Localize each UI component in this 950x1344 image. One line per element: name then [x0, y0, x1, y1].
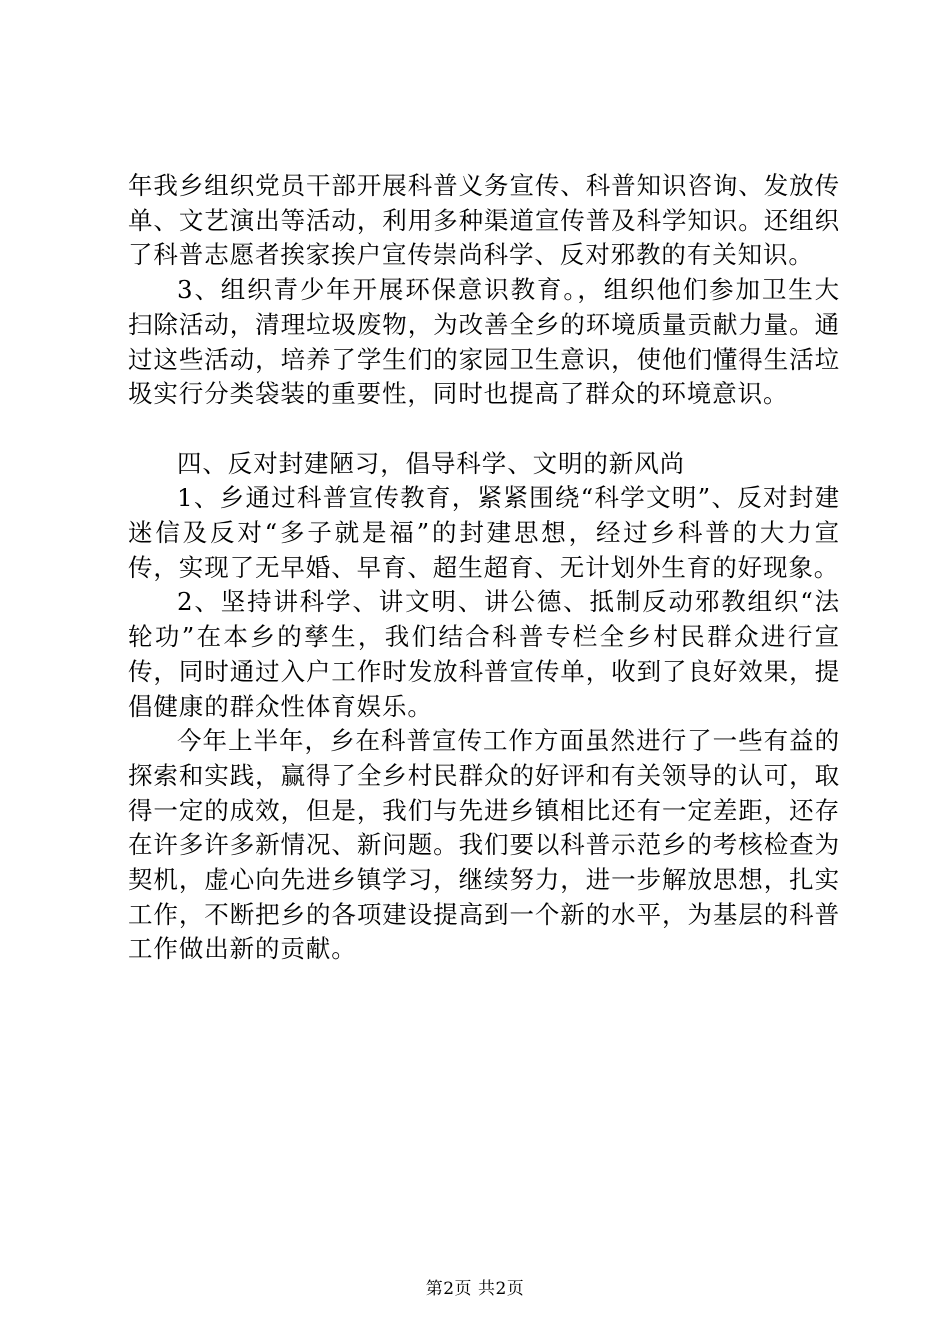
paragraph-item-2: 2、坚持讲科学、讲文明、讲公德、抵制反动邪教组织“法轮功”在本乡的孳生，我们结合科普专栏全乡村民群众进行宣传，同时通过入户工作时发放科普宣传单，收到了良好效果，提倡健康的群众性体育娱乐。	[128, 587, 840, 721]
page-footer: 第2页 共2页	[425, 1279, 525, 1299]
paragraph-gap	[128, 412, 840, 447]
paragraph-item-3: 3、组织青少年开展环保意识教育。，组织他们参加卫生大扫除活动，清理垃圾废物，为改善全乡的环境质量贡献力量。通过这些活动，培养了学生们的家园卫生意识，使他们懂得生活垃圾实行分类袋装的重要性，同时也提高了群众的环境意识。	[128, 275, 840, 409]
section-heading-4: 四、反对封建陋习，倡导科学、文明的新风尚	[177, 448, 685, 478]
paragraph-conclusion: 今年上半年，乡在科普宣传工作方面虽然进行了一些有益的探索和实践，赢得了全乡村民群众的好评和有关领导的认可，取得一定的成效，但是，我们与先进乡镇相比还有一定差距，还存在许多许多新情况、新问题。我们要以科普示范乡的考核检查为契机，虚心向先进乡镇学习，继续努力，进一步解放思想，扎实工作，不断把乡的各项建设提高到一个新的水平，为基层的科普工作做出新的贡献。	[128, 726, 840, 964]
document-body	[128, 169, 840, 967]
paragraph-item-1: 1、乡通过科普宣传教育，紧紧围绕“科学文明”、反对封建迷信及反对“多子就是福”的封建思想，经过乡科普的大力宣传，实现了无早婚、早育、超生超育、无计划外生育的好现象。	[128, 483, 840, 582]
paragraph-continuation: 年我乡组织党员干部开展科普义务宣传、科普知识咨询、发放传单、文艺演出等活动，利用多种渠道宣传普及科学知识。还组织了科普志愿者挨家挨户宣传崇尚科学、反对邪教的有关知识。	[128, 171, 840, 270]
